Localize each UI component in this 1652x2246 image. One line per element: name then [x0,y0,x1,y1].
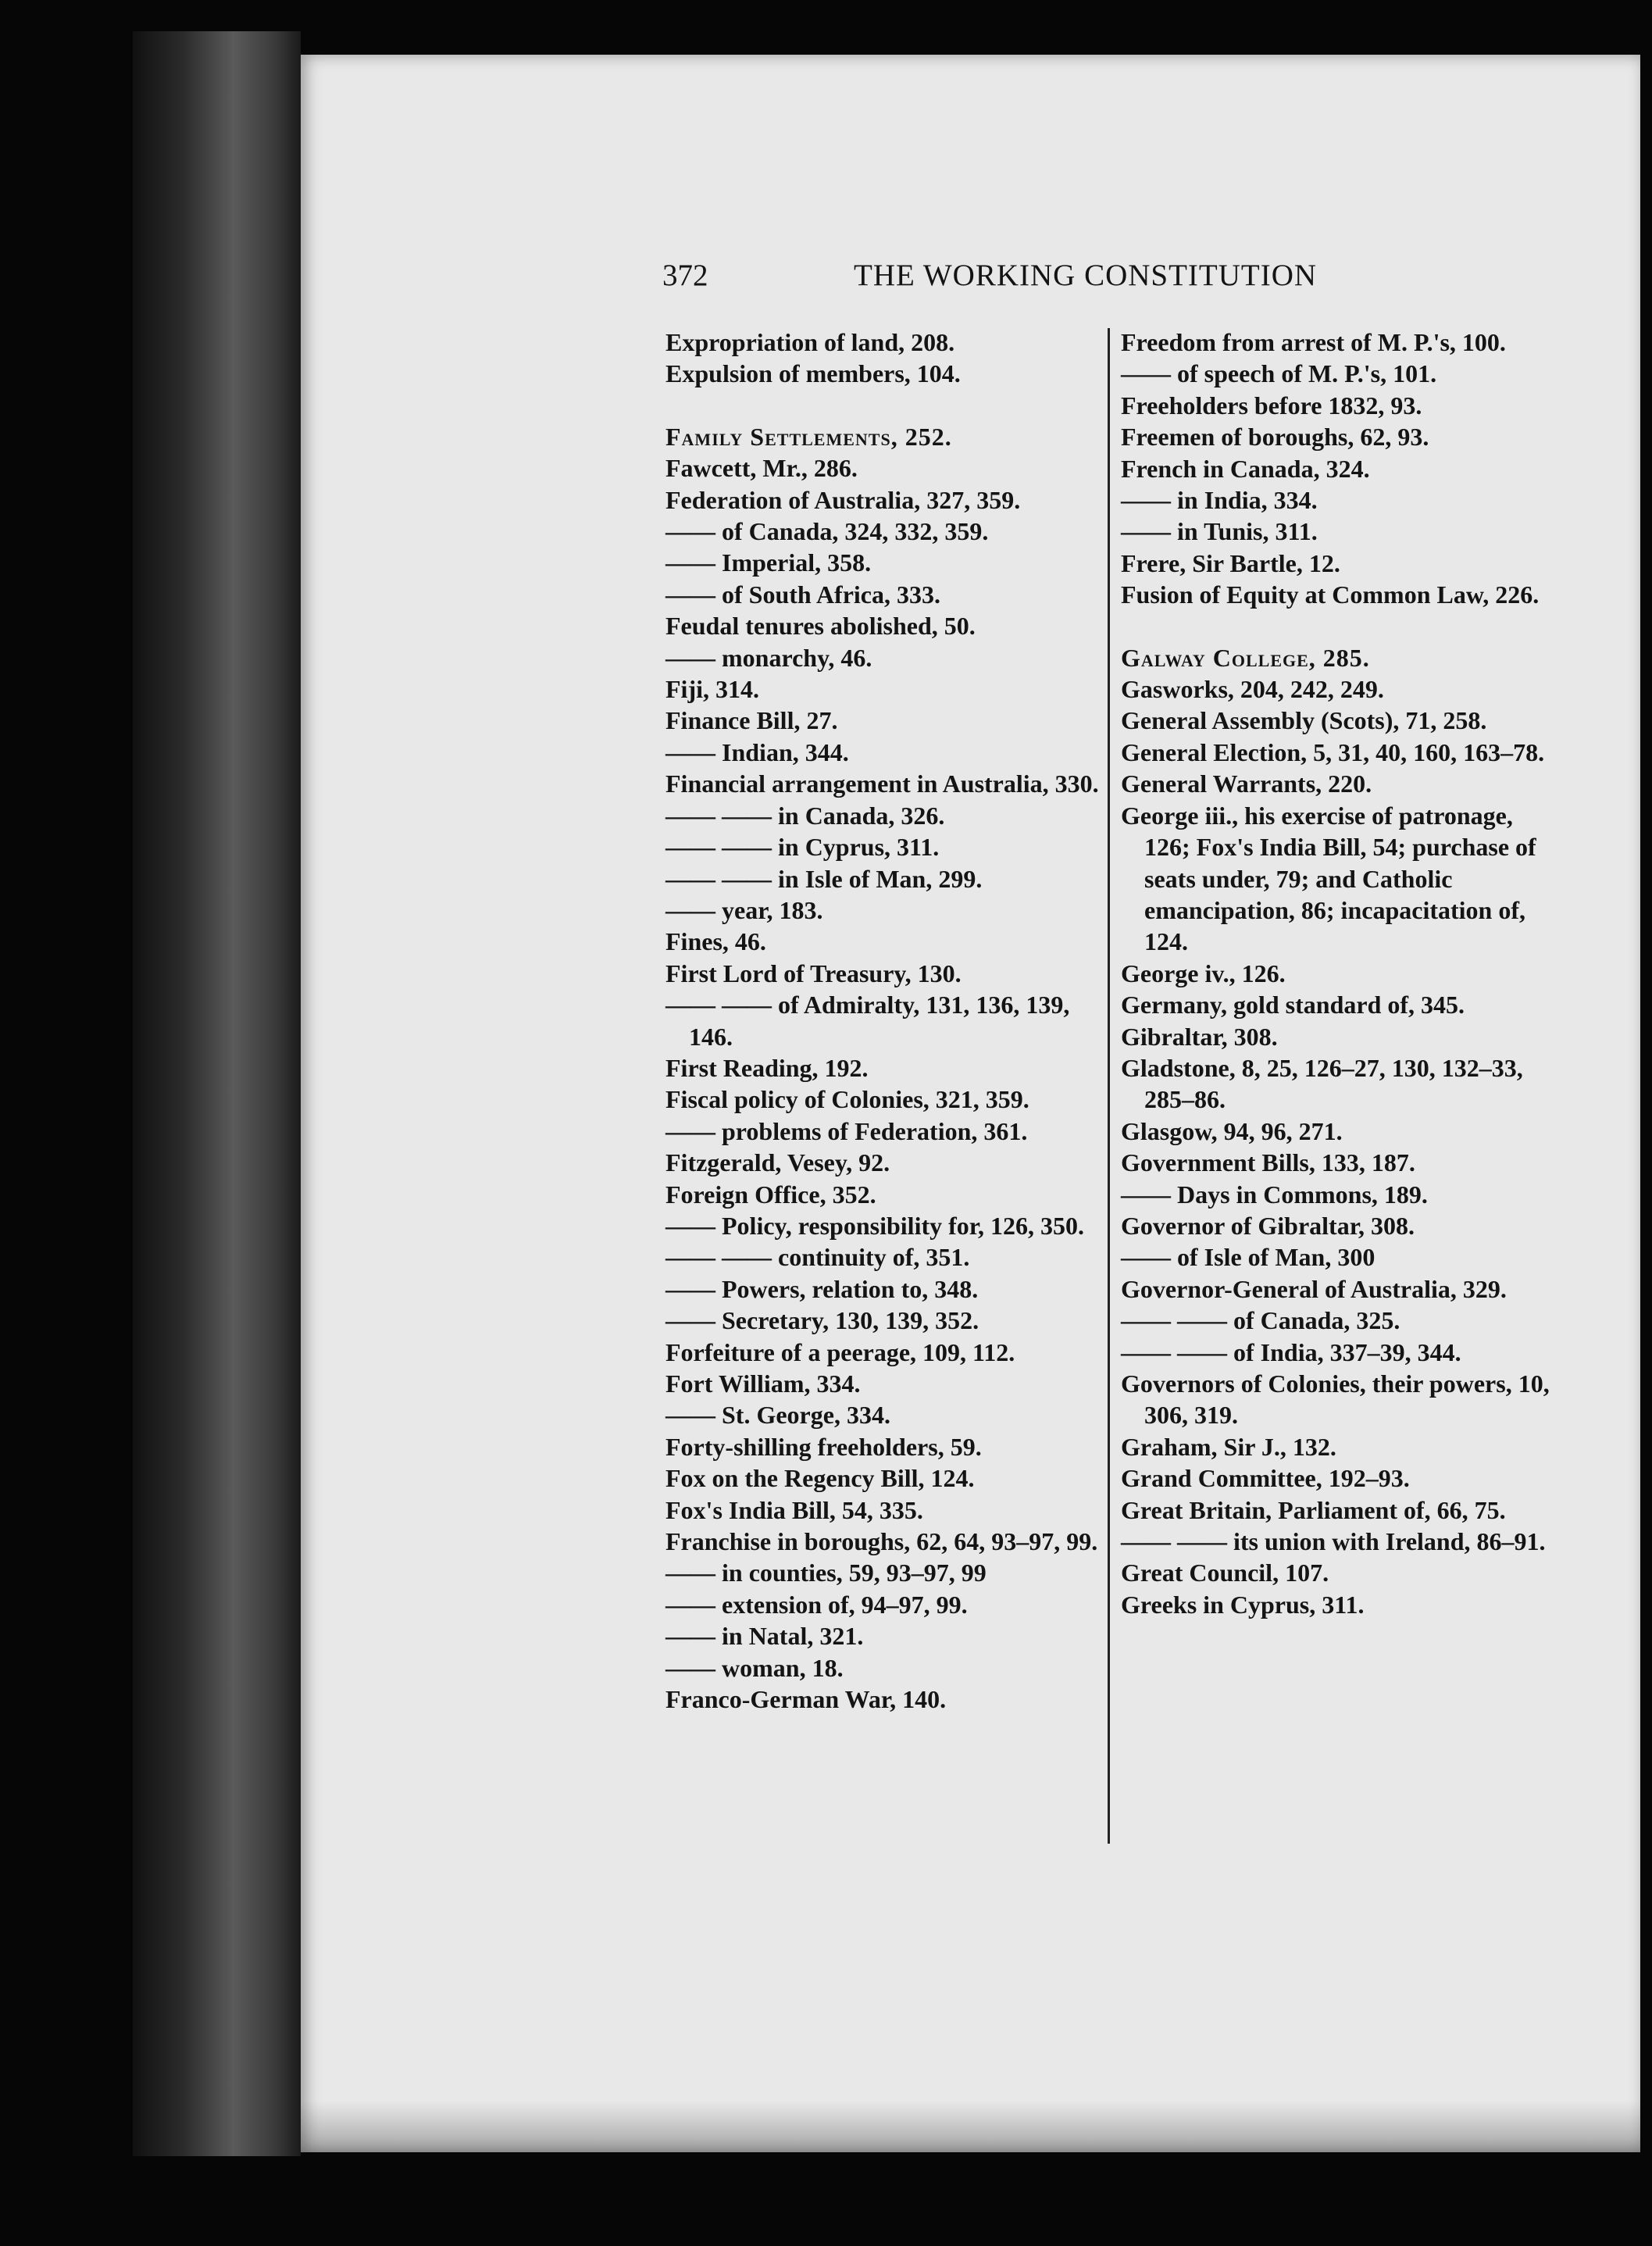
index-entry: Forfeiture of a peerage, 109, 112. [665,1337,1015,1366]
page-bottom-shadow [301,2101,1640,2152]
index-entry: Gibraltar, 308. [1121,1022,1278,1051]
book-spine [133,31,301,2156]
index-entry: George iii., his exercise of patronage, 126; Fox's India Bill, 54; purchase of seats under, 79; and Catholic emancipation, 86; incapacitation of, 124. [1121,801,1536,956]
index-entry: —— problems of Federation, 361. [665,1116,1028,1145]
index-entry: —— —— in Canada, 326. [665,801,945,830]
index-entry: —— year, 183. [665,895,823,924]
index-entry: Fusion of Equity at Common Law, 226. [1121,580,1540,609]
index-entry: Fiscal policy of Colonies, 321, 359. [665,1085,1029,1114]
index-entry: Gasworks, 204, 242, 249. [1121,675,1384,704]
index-entry: Glasgow, 94, 96, 271. [1121,1116,1343,1145]
index-entry: —— —— of Admiralty, 131, 136, 139, 146. [665,991,1070,1051]
index-entry: Expulsion of members, 104. [665,359,961,388]
index-heading-entry: Family Settlements, 252. [665,422,952,451]
index-entry: —— in Natal, 321. [665,1622,864,1651]
index-entry: Fines, 46. [665,927,766,956]
index-entry: —— —— in Isle of Man, 299. [665,864,983,893]
page-header [662,258,1350,297]
index-entry: —— of South Africa, 333. [665,580,940,609]
index-entry: Franchise in boroughs, 62, 64, 93–97, 99. [665,1527,1098,1556]
index-entry: —— in counties, 59, 93–97, 99 [665,1559,987,1587]
index-entry: —— of speech of M. P.'s, 101. [1121,359,1437,388]
index-entry: Grand Committee, 192–93. [1121,1464,1410,1493]
index-entry: Feudal tenures abolished, 50. [665,612,976,641]
index-entry: Germany, gold standard of, 345. [1121,991,1465,1019]
column-divider [1108,328,1110,1844]
index-entry: —— —— of Canada, 325. [1121,1306,1400,1335]
index-entry: Freedom from arrest of M. P.'s, 100. [1121,328,1506,356]
index-entry: —— —— its union with Ireland, 86–91. [1121,1527,1546,1556]
index-entry: Fort William, 334. [665,1369,861,1398]
index-entry: Greeks in Cyprus, 311. [1121,1590,1365,1619]
index-entry: —— Imperial, 358. [665,548,872,577]
index-entry: General Warrants, 220. [1121,769,1372,798]
index-entry: —— Powers, relation to, 348. [665,1274,979,1303]
section-gap [665,390,1099,421]
index-entry: Great Council, 107. [1121,1559,1329,1587]
index-entry: Fiji, 314. [665,675,759,704]
running-title: THE WORKING CONSTITUTION [854,259,1318,292]
index-entry: —— Indian, 344. [665,737,849,766]
index-entry: Governors of Colonies, their powers, 10, 306, 319. [1121,1369,1550,1430]
index-entry: Foreign Office, 352. [665,1180,876,1209]
index-entry: Governor of Gibraltar, 308. [1121,1211,1415,1240]
section-gap [1121,611,1558,642]
index-entry: Gladstone, 8, 25, 126–27, 130, 132–33, 285–86. [1121,1053,1523,1114]
page-number: 372 [662,259,708,292]
index-entry: Federation of Australia, 327, 359. [665,485,1021,514]
index-entry: —— —— in Cyprus, 311. [665,833,940,862]
index-entry: First Reading, 192. [665,1053,869,1082]
index-entry: Freemen of boroughs, 62, 93. [1121,423,1429,452]
index-entry: French in Canada, 324. [1121,454,1370,483]
index-column-right [1121,327,1558,1620]
index-entry: —— monarchy, 46. [665,643,872,672]
index-column-left [665,327,1099,1715]
index-entry: First Lord of Treasury, 130. [665,959,962,987]
index-entry: Frere, Sir Bartle, 12. [1121,548,1340,577]
index-entry: —— woman, 18. [665,1653,844,1682]
index-entry: —— Secretary, 130, 139, 352. [665,1306,979,1335]
index-entry: Freeholders before 1832, 93. [1121,391,1422,420]
index-entry: —— in Tunis, 311. [1121,517,1318,546]
index-entry: —— of Isle of Man, 300 [1121,1243,1375,1272]
index-entry: Great Britain, Parliament of, 66, 75. [1121,1495,1506,1524]
index-entry: —— extension of, 94–97, 99. [665,1590,968,1619]
index-entry: General Election, 5, 31, 40, 160, 163–78. [1121,737,1545,766]
index-entry: —— Policy, responsibility for, 126, 350. [665,1211,1085,1240]
index-entry: —— of Canada, 324, 332, 359. [665,517,989,546]
index-entry: General Assembly (Scots), 71, 258. [1121,706,1487,735]
index-entry: —— St. George, 334. [665,1401,890,1430]
index-heading-entry: Galway College, 285. [1121,643,1370,672]
index-entry: Expropriation of land, 208. [665,328,955,356]
index-entry: Graham, Sir J., 132. [1121,1432,1336,1461]
index-entry: Fox's India Bill, 54, 335. [665,1495,923,1524]
index-entry: Finance Bill, 27. [665,706,838,735]
index-entry: George iv., 126. [1121,959,1286,987]
index-entry: Fox on the Regency Bill, 124. [665,1464,975,1493]
index-entry: Fitzgerald, Vesey, 92. [665,1148,890,1177]
index-entry: Forty-shilling freeholders, 59. [665,1432,982,1461]
index-entry: Financial arrangement in Australia, 330. [665,769,1099,798]
index-entry: —— Days in Commons, 189. [1121,1180,1428,1209]
index-entry: Government Bills, 133, 187. [1121,1148,1415,1177]
index-entry: —— —— continuity of, 351. [665,1243,970,1272]
index-entry: Fawcett, Mr., 286. [665,454,858,483]
index-entry: Governor-General of Australia, 329. [1121,1274,1507,1303]
index-entry: —— —— of India, 337–39, 344. [1121,1337,1461,1366]
index-entry: —— in India, 334. [1121,486,1318,515]
index-entry: Franco-German War, 140. [665,1685,947,1714]
